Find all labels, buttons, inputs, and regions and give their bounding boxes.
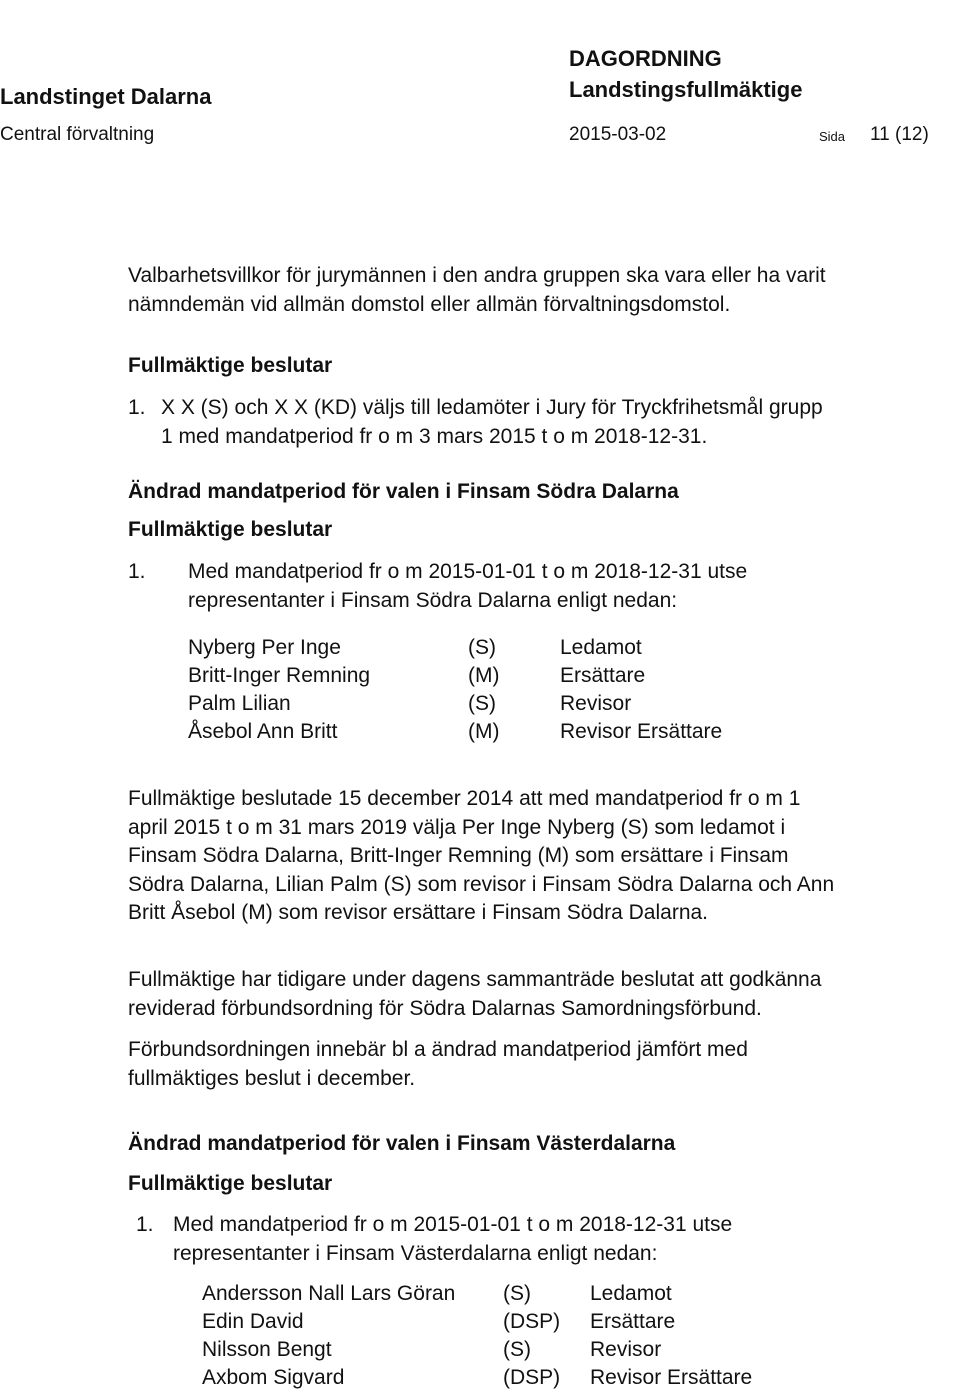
section-title-vaster: Ändrad mandatperiod för valen i Finsam Västerdalarna [128, 1132, 676, 1155]
decision-line: X X (S) och X X (KD) väljs till ledamöter i Jury för Tryckfrihetsmål grupp [161, 396, 823, 419]
member-party: (M) [468, 720, 500, 743]
member-name: Andersson Nall Lars Göran [202, 1282, 456, 1305]
decision-line: Med mandatperiod fr o m 2015-01-01 t o m 2018-12-31 utse [188, 560, 748, 583]
decision-number: 1. [128, 396, 146, 419]
page-number: 11 (12) [870, 124, 929, 145]
document-date: 2015-03-02 [569, 124, 667, 145]
approval-paragraph [128, 966, 821, 1023]
roster-table-vaster [202, 1280, 752, 1392]
member-party: (S) [503, 1282, 531, 1305]
paragraph-line: Fullmäktige beslutade 15 december 2014 att med mandatperiod fr o m 1 [128, 787, 801, 810]
mandate-paragraph [128, 1036, 748, 1093]
member-party: (M) [468, 664, 500, 687]
paragraph-line: Södra Dalarna, Lilian Palm (S) som revisor i Finsam Södra Dalarna och Ann [128, 872, 835, 896]
decision-line: representanter i Finsam Södra Dalarna enligt nedan: [188, 588, 678, 612]
member-name: Nilsson Bengt [202, 1338, 332, 1361]
roster-row [202, 1280, 752, 1308]
member-role: Revisor [590, 1338, 662, 1361]
paragraph-line: Britt Åsebol (M) som revisor ersättare i Finsam Södra Dalarna. [128, 901, 709, 924]
roster-row [188, 718, 722, 746]
member-role: Ersättare [560, 664, 646, 687]
paragraph-line: Finsam Södra Dalarna, Britt-Inger Remning (M) som ersättare i Finsam [128, 844, 789, 867]
decision-number-sodra: 1. [128, 560, 146, 583]
intro-line: Valbarhetsvillkor för jurymännen i den andra gruppen ska vara eller ha varit [128, 264, 826, 287]
paragraph-line: Fullmäktige har tidigare under dagens sammanträde beslutat att godkänna [128, 968, 822, 991]
paragraph-line: reviderad förbundsordning för Södra Dalarnas Samordningsförbund. [128, 996, 762, 1020]
background-paragraph [128, 785, 834, 928]
intro-paragraph [128, 262, 826, 319]
member-party: (DSP) [503, 1366, 561, 1389]
member-name: Axbom Sigvard [202, 1366, 345, 1389]
member-name: Britt-Inger Remning [188, 664, 371, 687]
roster-row [188, 662, 722, 690]
member-party: (S) [468, 692, 496, 715]
paragraph-line: Förbundsordningen innebär bl a ändrad mandatperiod jämfört med [128, 1038, 748, 1061]
intro-line: nämndemän vid allmän domstol eller allmän förvaltningsdomstol. [128, 292, 731, 316]
member-role: Revisor Ersättare [590, 1366, 753, 1389]
decision-text-sodra [188, 558, 747, 615]
assembly-name: Landstingsfullmäktige [569, 77, 803, 102]
member-name: Edin David [202, 1310, 304, 1333]
department-name: Central förvaltning [0, 124, 155, 145]
decision-line: Med mandatperiod fr o m 2015-01-01 t o m 2018-12-31 utse [173, 1213, 733, 1236]
decision-heading: Fullmäktige beslutar [128, 354, 333, 377]
member-name: Åsebol Ann Britt [188, 720, 338, 743]
decision-line: representanter i Finsam Västerdalarna enligt nedan: [173, 1241, 658, 1265]
section-title-sodra: Ändrad mandatperiod för valen i Finsam Södra Dalarna [128, 480, 679, 503]
roster-table-sodra [188, 634, 722, 746]
member-role: Ersättare [590, 1310, 676, 1333]
member-name: Palm Lilian [188, 692, 291, 715]
member-party: (S) [503, 1338, 531, 1361]
member-party: (S) [468, 636, 496, 659]
decision-line: 1 med mandatperiod fr o m 3 mars 2015 t o m 2018-12-31. [161, 424, 708, 448]
decision-heading-vaster: Fullmäktige beslutar [128, 1172, 333, 1195]
roster-row [202, 1364, 752, 1392]
page-label: Sida [819, 129, 846, 144]
organization-name: Landstinget Dalarna [0, 84, 212, 109]
decision-number-vaster: 1. [136, 1213, 154, 1236]
roster-row [188, 690, 722, 718]
member-role: Ledamot [590, 1282, 672, 1305]
member-role: Revisor [560, 692, 632, 715]
paragraph-line: fullmäktiges beslut i december. [128, 1066, 416, 1090]
decision-text [161, 394, 823, 451]
decision-heading-sodra: Fullmäktige beslutar [128, 518, 333, 541]
member-party: (DSP) [503, 1310, 561, 1333]
member-name: Nyberg Per Inge [188, 636, 341, 659]
roster-row [202, 1336, 752, 1364]
roster-row [202, 1308, 752, 1336]
roster-row [188, 634, 722, 662]
decision-text-vaster [173, 1211, 732, 1268]
paragraph-line: april 2015 t o m 31 mars 2019 välja Per Inge Nyberg (S) som ledamot i [128, 815, 786, 839]
member-role: Revisor Ersättare [560, 720, 723, 743]
document-type: DAGORDNING [569, 46, 722, 71]
member-role: Ledamot [560, 636, 642, 659]
